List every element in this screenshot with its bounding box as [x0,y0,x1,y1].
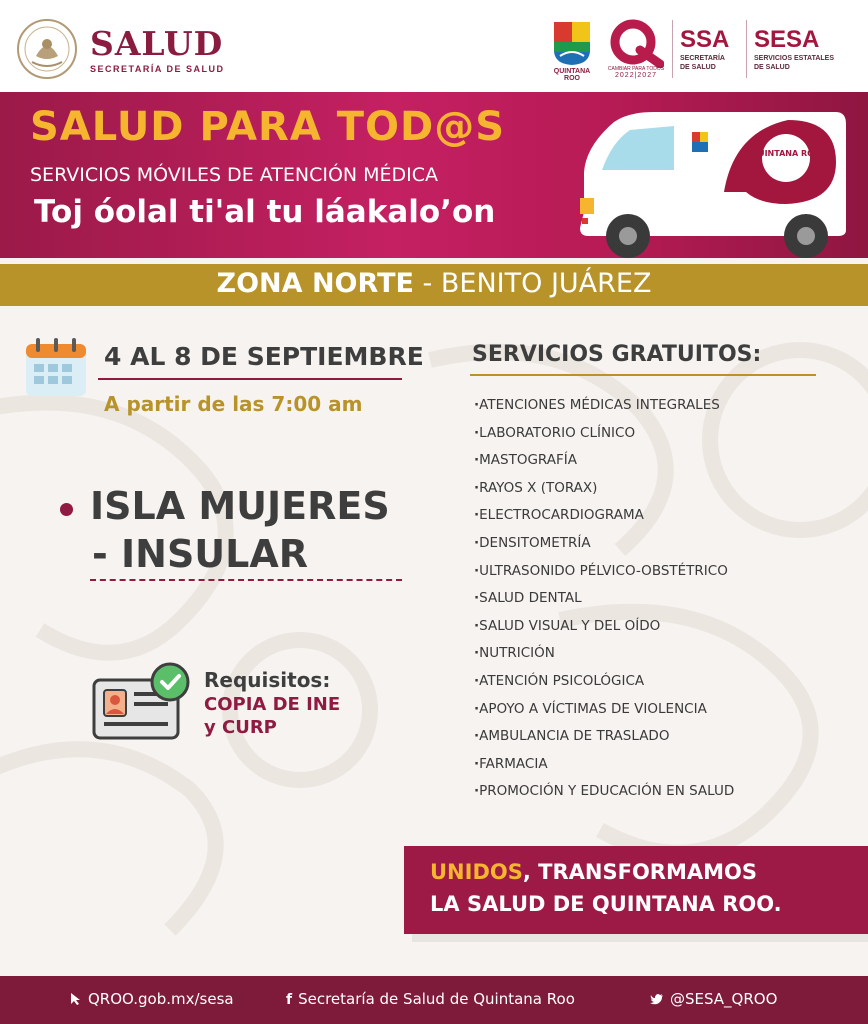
campaign-subtitle: SERVICIOS MÓVILES DE ATENCIÓN MÉDICA [30,164,439,186]
sesa-caption: SERVICIOS ESTATALES DE SALUD [754,55,834,71]
twitter-icon [650,993,664,1005]
zone-label: ZONA NORTE - BENITO JUÁREZ [216,268,652,299]
van-logo-text: QUINTANA ROO [751,149,821,158]
salud-subtitle: SECRETARÍA DE SALUD [90,64,225,74]
list-item: · MASTOGRAFÍA [474,449,734,477]
list-item: · PROMOCIÓN Y EDUCACIÓN EN SALUD [474,780,734,808]
requirements-label: Requisitos: [204,668,331,692]
cursor-icon [70,992,82,1006]
campaign-maya-line: Toj óolal ti'al tu láakalo’on [34,194,496,230]
list-item: · NUTRICIÓN [474,642,734,670]
q-logo-icon [606,18,664,68]
id-card-icon [92,660,192,742]
list-item: · APOYO A VÍCTIMAS DE VIOLENCIA [474,698,734,726]
list-item: · ELECTROCARDIOGRAMA [474,504,734,532]
quintana-roo-label: QUINTANA ROO [553,68,591,82]
calendar-icon [24,336,88,398]
slogan-line-1: UNIDOS, TRANSFORMAMOS [430,860,757,884]
services-title: SERVICIOS GRATUITOS: [472,342,762,367]
event-dates: 4 AL 8 DE SEPTIEMBRE [104,342,424,371]
mobile-clinic-van-icon [574,102,850,260]
ssa-caption: SECRETARÍA DE SALUD [680,55,725,71]
q-logo-caption: CAMBIAR PARA TODOS [607,66,665,72]
location-name: ISLA MUJERES [90,484,390,528]
sesa-logo: SESA [754,26,820,53]
ssa-logo: SSA [680,26,730,53]
footer-website-link[interactable]: QROO.gob.mx/sesa [70,990,234,1008]
slogan-line-2: LA SALUD DE QUINTANA ROO. [430,892,782,916]
header-divider [672,20,673,78]
date-underline [98,378,402,380]
requirements-value: y CURP [204,717,277,738]
list-item: · ATENCIÓN PSICOLÓGICA [474,670,734,698]
header-divider [746,20,747,78]
services-underline [470,374,816,376]
location-detail: - INSULAR [92,532,309,576]
quintana-roo-shield-icon [552,20,592,66]
footer-facebook-link[interactable]: f Secretaría de Salud de Quintana Roo [286,990,575,1008]
list-item: · ULTRASONIDO PÉLVICO-OBSTÉTRICO [474,560,734,588]
footer-twitter-link[interactable]: @SESA_QROO [650,990,777,1008]
services-list [474,394,734,808]
campaign-title: SALUD PARA TOD@S [30,104,506,150]
list-item: · FARMACIA [474,753,734,781]
requirements-value: COPIA DE INE [204,694,341,715]
list-item: · DENSITOMETRÍA [474,532,734,560]
list-item: · AMBULANCIA DE TRASLADO [474,725,734,753]
mexico-seal-icon [16,18,78,80]
salud-wordmark: SALUD [90,24,224,63]
event-time: A partir de las 7:00 am [104,392,363,416]
list-item: · SALUD DENTAL [474,587,734,615]
location-bullet [60,503,73,516]
q-logo-years: 2022|2027 [615,72,657,79]
list-item: · SALUD VISUAL Y DEL OÍDO [474,615,734,643]
list-item: · ATENCIONES MÉDICAS INTEGRALES [474,394,734,422]
facebook-icon: f [286,992,293,1008]
location-divider [90,579,402,581]
list-item: · LABORATORIO CLÍNICO [474,422,734,450]
list-item: · RAYOS X (TORAX) [474,477,734,505]
